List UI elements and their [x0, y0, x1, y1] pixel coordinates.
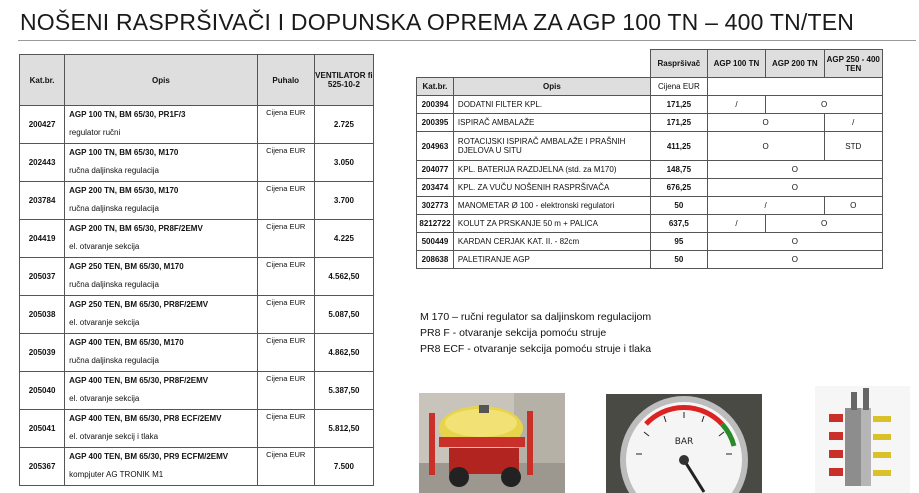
- availability-agp100-200: O: [707, 132, 824, 161]
- kat-number: 500449: [417, 233, 454, 251]
- description-cell: [65, 258, 258, 296]
- price-label: Cijena EUR: [257, 372, 314, 410]
- description-model: AGP 100 TN, BM 65/30, M170: [69, 148, 179, 157]
- table-row: [20, 106, 374, 144]
- description-model: AGP 400 TEN, BM 65/30, M170: [69, 338, 184, 347]
- col-header-agp100: AGP 100 TN: [707, 50, 765, 78]
- description-model: AGP 250 TEN, BM 65/30, M170: [69, 262, 184, 271]
- model-header-row: [417, 50, 883, 78]
- blank-cell: [417, 50, 651, 78]
- price-value: 3.700: [314, 182, 373, 220]
- description-cell: [65, 182, 258, 220]
- availability-agp100: /: [707, 96, 765, 114]
- description-cell: ISPIRAČ AMBALAŽE: [453, 114, 650, 132]
- table-row: [20, 258, 374, 296]
- table-row: [417, 197, 883, 215]
- table-row: [20, 296, 374, 334]
- availability-agp200-400: O: [766, 215, 883, 233]
- description-model: AGP 100 TN, BM 65/30, PR1F/3: [69, 110, 186, 119]
- kat-number: 200394: [417, 96, 454, 114]
- col-header-kat: Kat.br.: [20, 55, 65, 106]
- price-label: Cijena EUR: [257, 220, 314, 258]
- sprayer-table-body: [20, 106, 374, 486]
- kat-number: 200427: [20, 106, 65, 144]
- price-label: Cijena EUR: [257, 258, 314, 296]
- kat-number: 202443: [20, 144, 65, 182]
- col-header-ventilator: VENTILATOR fi 525-10-2: [314, 55, 373, 106]
- table-row: [20, 448, 374, 486]
- description-cell: PALETIRANJE AGP: [453, 251, 650, 269]
- price-value: 50: [650, 251, 707, 269]
- availability-all: O: [707, 233, 882, 251]
- table-header-row: [20, 55, 374, 106]
- note-m170: M 170 – ručni regulator sa daljinskom regulacijom: [420, 311, 652, 323]
- price-value: 4.862,50: [314, 334, 373, 372]
- description-cell: MANOMETAR Ø 100 - elektronski regulatori: [453, 197, 650, 215]
- col-header-kat: Kat.br.: [417, 78, 454, 96]
- price-value: 676,25: [650, 179, 707, 197]
- price-value: 171,25: [650, 114, 707, 132]
- sprayer-photo: [419, 393, 565, 493]
- pressure-gauge-photo: [606, 394, 762, 493]
- kat-number: 205038: [20, 296, 65, 334]
- description-model: AGP 200 TN, BM 65/30, PR8F/2EMV: [69, 224, 203, 233]
- page-title: NOŠENI RASPRŠIVAČI I DOPUNSKA OPREMA ZA AGP 100 TN – 400 TN/TEN: [20, 9, 855, 35]
- price-value: 148,75: [650, 161, 707, 179]
- price-value: 411,25: [650, 132, 707, 161]
- kat-number: 302773: [417, 197, 454, 215]
- description-cell: ROTACIJSKI ISPIRAČ AMBALAŽE I PRAŠNIH DJELOVA U SITU: [453, 132, 650, 161]
- description-cell: [65, 144, 258, 182]
- availability-agp100-200: O: [707, 114, 824, 132]
- header-filler: [707, 78, 882, 96]
- description-model: AGP 400 TEN, BM 65/30, PR8 ECF/2EMV: [69, 414, 222, 423]
- gauge-unit-label: BAR: [674, 437, 694, 447]
- description-detail: regulator ručni: [69, 128, 121, 137]
- table-row: [417, 233, 883, 251]
- price-value: 50: [650, 197, 707, 215]
- description-model: AGP 250 TEN, BM 65/30, PR8F/2EMV: [69, 300, 209, 309]
- kat-number: 8212722: [417, 215, 454, 233]
- table-row: [417, 251, 883, 269]
- col-header-cijena: Cijena EUR: [650, 78, 707, 96]
- table-row: [20, 372, 374, 410]
- kat-number: 204077: [417, 161, 454, 179]
- kat-number: 204419: [20, 220, 65, 258]
- table-row: [20, 410, 374, 448]
- availability-all: O: [707, 161, 882, 179]
- kat-number: 208638: [417, 251, 454, 269]
- description-detail: el. otvaranje sekcij i tlaka: [69, 432, 159, 441]
- price-value: 637,5: [650, 215, 707, 233]
- price-value: 5.087,50: [314, 296, 373, 334]
- description-cell: [65, 410, 258, 448]
- price-value: 5.812,50: [314, 410, 373, 448]
- description-cell: KARDAN CERJAK KAT. II. - 82cm: [453, 233, 650, 251]
- kat-number: 205037: [20, 258, 65, 296]
- description-detail: ručna daljinska regulacija: [69, 280, 159, 289]
- price-value: 4.225: [314, 220, 373, 258]
- title-divider: [18, 40, 916, 41]
- description-detail: el. otvaranje sekcija: [69, 318, 140, 327]
- description-cell: [65, 296, 258, 334]
- description-model: AGP 400 TEN, BM 65/30, PR8F/2EMV: [69, 376, 209, 385]
- price-value: 95: [650, 233, 707, 251]
- kat-number: 205041: [20, 410, 65, 448]
- table-row: [20, 182, 374, 220]
- price-label: Cijena EUR: [257, 334, 314, 372]
- availability-agp250-400: STD: [824, 132, 882, 161]
- availability-agp100-200: /: [707, 197, 824, 215]
- availability-agp250-400: /: [824, 114, 882, 132]
- col-header-opis: Opis: [65, 55, 258, 106]
- price-value: 3.050: [314, 144, 373, 182]
- table-row: [417, 96, 883, 114]
- description-cell: DODATNI FILTER KPL.: [453, 96, 650, 114]
- availability-agp250-400: O: [824, 197, 882, 215]
- description-cell: [65, 106, 258, 144]
- price-label: Cijena EUR: [257, 106, 314, 144]
- kat-number: 205040: [20, 372, 65, 410]
- price-value: 5.387,50: [314, 372, 373, 410]
- description-detail: ručna daljinska regulacija: [69, 166, 159, 175]
- description-model: AGP 200 TN, BM 65/30, M170: [69, 186, 179, 195]
- table-row: [20, 334, 374, 372]
- availability-all: O: [707, 251, 882, 269]
- col-header-agp250-400: AGP 250 - 400 TEN: [824, 50, 882, 78]
- kat-number: 203784: [20, 182, 65, 220]
- description-detail: kompjuter AG TRONIK M1: [69, 470, 164, 479]
- legend-notes: [420, 309, 651, 357]
- col-header-rasprsivac: Raspršivač: [650, 50, 707, 78]
- availability-agp200-400: O: [766, 96, 883, 114]
- availability-agp100: /: [707, 215, 765, 233]
- accessory-table-body: [417, 50, 883, 269]
- description-detail: el. otvaranje sekcija: [69, 394, 140, 403]
- price-value: 171,25: [650, 96, 707, 114]
- price-value: 4.562,50: [314, 258, 373, 296]
- availability-all: O: [707, 179, 882, 197]
- description-cell: KPL. ZA VUČU NOŠENIH RASPRŠIVAČA: [453, 179, 650, 197]
- accessory-price-table: [416, 49, 883, 269]
- table-row: [20, 220, 374, 258]
- kat-number: 205367: [20, 448, 65, 486]
- price-label: Cijena EUR: [257, 448, 314, 486]
- col-header-opis: Opis: [453, 78, 650, 96]
- description-model: AGP 400 TEN, BM 65/30, PR9 ECFM/2EMV: [69, 452, 229, 461]
- col-header-agp200: AGP 200 TN: [766, 50, 824, 78]
- price-label: Cijena EUR: [257, 410, 314, 448]
- price-value: 2.725: [314, 106, 373, 144]
- kat-number: 203474: [417, 179, 454, 197]
- description-detail: ručna daljinska regulacija: [69, 204, 159, 213]
- description-detail: el. otvaranje sekcija: [69, 242, 140, 251]
- valve-block-photo: [815, 386, 910, 493]
- col-header-puhalo: Puhalo: [257, 55, 314, 106]
- description-cell: [65, 334, 258, 372]
- price-value: 7.500: [314, 448, 373, 486]
- description-cell: [65, 372, 258, 410]
- description-cell: KPL. BATERIJA RAZDJELNA (std. za M170): [453, 161, 650, 179]
- table-row: [417, 132, 883, 161]
- kat-number: 204963: [417, 132, 454, 161]
- note-pr8ecf: PR8 ECF - otvaranje sekcija pomoću struje i tlaka: [420, 343, 652, 355]
- table-header-row: [417, 78, 883, 96]
- description-cell: [65, 220, 258, 258]
- description-detail: ručna daljinska regulacija: [69, 356, 159, 365]
- table-row: [417, 179, 883, 197]
- kat-number: 205039: [20, 334, 65, 372]
- table-row: [417, 215, 883, 233]
- table-row: [417, 161, 883, 179]
- table-row: [417, 114, 883, 132]
- description-cell: [65, 448, 258, 486]
- price-label: Cijena EUR: [257, 144, 314, 182]
- kat-number: 200395: [417, 114, 454, 132]
- table-row: [20, 144, 374, 182]
- price-label: Cijena EUR: [257, 296, 314, 334]
- price-label: Cijena EUR: [257, 182, 314, 220]
- note-pr8f: PR8 F - otvaranje sekcija pomoću struje: [420, 327, 607, 339]
- sprayer-price-table: [19, 54, 374, 486]
- description-cell: KOLUT ZA PRSKANJE 50 m + PALICA: [453, 215, 650, 233]
